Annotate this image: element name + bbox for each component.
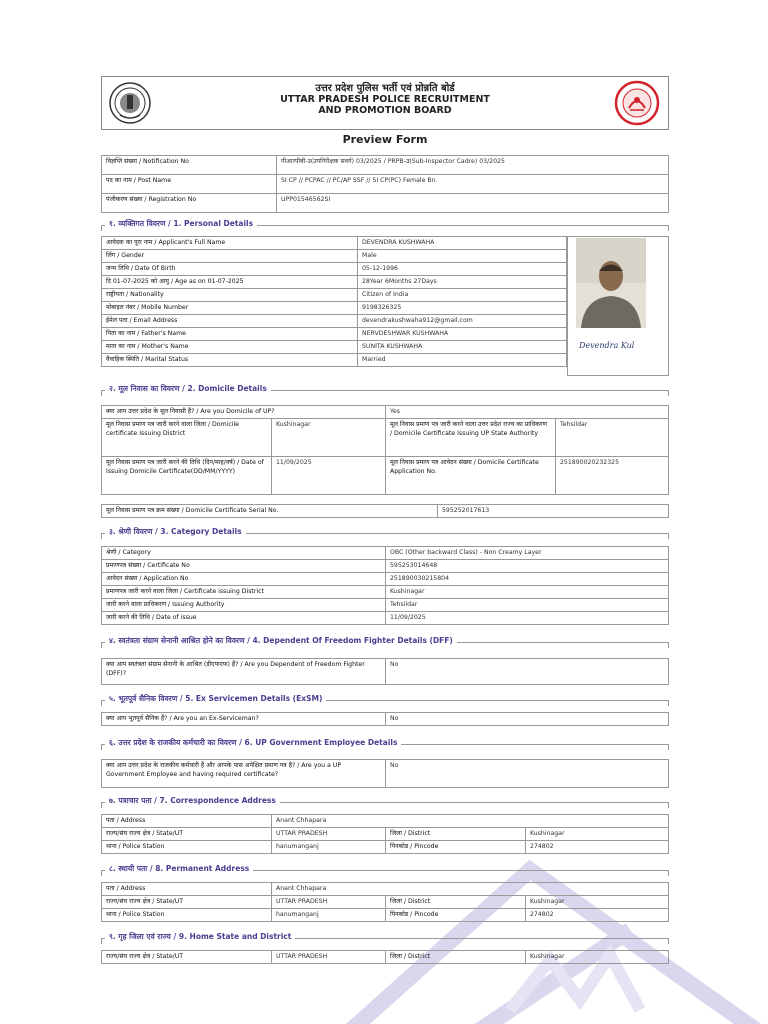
domicile-authority-value: Tehsildar — [556, 419, 669, 457]
corr-address-label: पता / Address — [102, 815, 272, 828]
applicant-signature — [576, 332, 646, 356]
corr-state-value: UTTAR PRADESH — [272, 828, 386, 841]
registration-no-value: UPP01546562SI — [277, 194, 669, 213]
corr-district-value: Kushinagar — [526, 828, 669, 841]
signature-text: Devendra Kul — [579, 341, 635, 350]
mother-name-label: माता का नाम / Mother's Name — [102, 341, 358, 354]
age-value: 28Year 6Months 27Days — [358, 276, 567, 289]
perm-state-value: UTTAR PRADESH — [272, 896, 386, 909]
perm-police-value: hanumanganj — [272, 909, 386, 922]
corr-pin-label: पिनकोड / Pincode — [386, 841, 526, 854]
section-up-govt-employee — [101, 736, 669, 752]
marital-status-label: वैवाहिक स्थिति / Marital Status — [102, 354, 358, 367]
section-title: ८. स्थायी पता / 8. Permanent Address — [105, 864, 253, 874]
permanent-table — [101, 882, 669, 922]
email-label: ईमेल पता / Email Address — [102, 315, 358, 328]
section-exsm-details — [101, 692, 669, 708]
section-correspondence-address — [101, 794, 669, 810]
dff-value: No — [386, 659, 669, 685]
mother-name-value: SUNITA KUSHWAHA — [358, 341, 567, 354]
section-title: ७. पत्राचार पता / 7. Correspondence Address — [105, 796, 280, 806]
notification-no-label: विज्ञप्ति संख्या / Notification No — [102, 156, 277, 175]
corr-address-value: Anant Chhapara — [272, 815, 669, 828]
personal-details-table — [101, 236, 567, 367]
section-dff-details — [101, 634, 669, 650]
corr-district-label: जिला / District — [386, 828, 526, 841]
age-label: दि 01-07-2025 को आयु / Age as on 01-07-2025 — [102, 276, 358, 289]
applicant-name-label: आवेदक का पूरा नाम / Applicant's Full Name — [102, 237, 358, 250]
perm-address-label: पता / Address — [102, 883, 272, 896]
category-table — [101, 546, 669, 625]
header-title-english-line1: UTTAR PRADESH POLICE RECRUITMENT — [280, 94, 490, 105]
perm-state-label: राज्य/संघ राज्य क्षेत्र / State/UT — [102, 896, 272, 909]
section-personal-details — [101, 217, 669, 233]
home-state-table — [101, 950, 669, 964]
corr-pin-value: 274802 — [526, 841, 669, 854]
corr-police-label: थाना / Police Station — [102, 841, 272, 854]
perm-police-label: थाना / Police Station — [102, 909, 272, 922]
table-row — [102, 175, 669, 194]
registration-no-label: पंजीकरण संख्या / Registration No — [102, 194, 277, 213]
certificate-district-value: Kushinagar — [386, 586, 669, 599]
domicile-serial-label: मूल निवास प्रमाण पत्र क्रम संख्या / Domicile Certificate Serial No. — [102, 505, 438, 518]
post-name-label: पद का नाम / Post Name — [102, 175, 277, 194]
domicile-date-label: मूल निवास प्रमाण पत्र जारी करने की तिथि (दिन/माह/वर्ष) / Date of Issuing Domicile Certificate(DD/MM/YYYY) — [102, 457, 272, 495]
section-title: ५. भूतपूर्व सैनिक विवरण / 5. Ex Servicemen Details (ExSM) — [105, 694, 326, 704]
home-district-value: Kushinagar — [526, 951, 669, 964]
section-title: २. मूल निवास का विवरण / 2. Domicile Details — [105, 384, 271, 394]
domicile-appno-value: 251890020232325 — [556, 457, 669, 495]
dob-label: जन्म तिथि / Date Of Birth — [102, 263, 358, 276]
application-no-label: आवेदन संख्या / Application No — [102, 573, 386, 586]
notification-no-value: पीआरपीबी-उ(उपनिरीक्षक सवर्ग) 03/2025 / PRPB-उ(Sub-Inspector Cadre) 03/2025 — [277, 156, 669, 175]
marital-status-value: Married — [358, 354, 567, 367]
domicile-question-value: Yes — [386, 406, 669, 419]
home-state-value: UTTAR PRADESH — [272, 951, 386, 964]
page-title: Preview Form — [342, 133, 428, 146]
up-govt-value: No — [386, 760, 669, 788]
mobile-value: 9198326325 — [358, 302, 567, 315]
date-of-issue-label: जारी करने की तिथि / Date of issue — [102, 612, 386, 625]
domicile-authority-label: मूल निवास प्रमाण पत्र जारी करने वाला उत्तर प्रदेश राज्य का प्राधिकरण / Domicile Certificate Issuing UP State Authority — [386, 419, 556, 457]
section-domicile-details — [101, 382, 669, 398]
exsm-table — [101, 712, 669, 726]
father-name-value: NERVDESHWAR KUSHWAHA — [358, 328, 567, 341]
up-state-emblem-icon — [614, 80, 660, 126]
table-row — [102, 194, 669, 213]
issuing-authority-label: जारी करने वाला प्राधिकरण / Issuing Authority — [102, 599, 386, 612]
section-title: १. व्यक्तिगत विवरण / 1. Personal Details — [105, 219, 257, 229]
up-police-emblem-icon — [108, 81, 152, 125]
perm-district-label: जिला / District — [386, 896, 526, 909]
header-title-hindi: उत्तर प्रदेश पुलिस भर्ती एवं प्रोन्नति बोर्ड — [315, 83, 455, 94]
gender-value: Male — [358, 250, 567, 263]
gender-label: लिंग / Gender — [102, 250, 358, 263]
section-permanent-address — [101, 862, 669, 878]
dff-label: क्या आप स्वतंत्रता संग्राम सेनानी के आश्रित (डीएफएफ) हैं? / Are you Dependent of Freedom Fighter (DFF)? — [102, 659, 386, 685]
registration-table — [101, 155, 669, 213]
date-of-issue-value: 11/09/2025 — [386, 612, 669, 625]
domicile-district-value: Kushinagar — [272, 419, 386, 457]
certificate-no-value: 595253014648 — [386, 560, 669, 573]
category-value: OBC (Other backward Class) - Non Creamy Layer — [386, 547, 669, 560]
home-district-label: जिला / District — [386, 951, 526, 964]
category-label: श्रेणी / Category — [102, 547, 386, 560]
up-govt-label: क्या आप उत्तर प्रदेश के राजकीय कर्मचारी हैं और आपके पास अपेक्षित प्रमाण पत्र है? / Are you a UP Government Employee and having required certificate? — [102, 760, 386, 788]
certificate-district-label: प्रमाणपत्र जारी करने वाला जिला / Certificate issuing District — [102, 586, 386, 599]
domicile-serial-value: 595252017613 — [438, 505, 669, 518]
exsm-label: क्या आप भूतपूर्व सैनिक हैं? / Are you an Ex-Serviceman? — [102, 713, 386, 726]
nationality-label: राष्ट्रीयता / Nationality — [102, 289, 358, 302]
dff-table — [101, 658, 669, 685]
perm-district-value: Kushinagar — [526, 896, 669, 909]
nationality-value: Citizen of India — [358, 289, 567, 302]
dob-value: 05-12-1996 — [358, 263, 567, 276]
section-home-state — [101, 930, 669, 946]
table-row — [102, 156, 669, 175]
applicant-name-value: DEVENDRA KUSHWAHA — [358, 237, 567, 250]
domicile-district-label: मूल निवास प्रमाण पत्र जारी करने वाला जिला / Domicile certificate Issuing District — [102, 419, 272, 457]
issuing-authority-value: Tehsildar — [386, 599, 669, 612]
section-title: ६. उत्तर प्रदेश के राजकीय कर्मचारी का विवरण / 6. UP Government Employee Details — [105, 738, 401, 748]
domicile-question-label: क्या आप उत्तर प्रदेश के मूल निवासी हैं? / Are you Domicile of UP? — [102, 406, 386, 419]
home-state-label: राज्य/संघ राज्य क्षेत्र / State/UT — [102, 951, 272, 964]
domicile-serial-table — [101, 504, 669, 518]
section-title: ९. गृह जिला एवं राज्य / 9. Home State and District — [105, 932, 295, 942]
perm-pin-label: पिनकोड / Pincode — [386, 909, 526, 922]
up-govt-table — [101, 759, 669, 788]
perm-address-value: Anant Chhapara — [272, 883, 669, 896]
header-title-english-line2: AND PROMOTION BOARD — [318, 105, 452, 116]
father-name-label: पिता का नाम / Father's Name — [102, 328, 358, 341]
domicile-appno-label: मूल निवास प्रमाण पत्र आवेदन संख्या / Domicile Certificate Application No. — [386, 457, 556, 495]
domicile-date-value: 11/09/2025 — [272, 457, 386, 495]
section-category-details — [101, 525, 669, 541]
form-header — [101, 76, 669, 130]
applicant-photo — [576, 238, 646, 328]
corr-state-label: राज्य/संघ राज्य क्षेत्र / State/UT — [102, 828, 272, 841]
certificate-no-label: प्रमाणपत्र संख्या / Certificate No — [102, 560, 386, 573]
exsm-value: No — [386, 713, 669, 726]
perm-pin-value: 274802 — [526, 909, 669, 922]
section-title: ४. स्वतंत्रता संग्राम सेनानी आश्रित होने का विवरण / 4. Dependent Of Freedom Fighter Details (DFF) — [105, 636, 457, 646]
domicile-table — [101, 405, 669, 495]
post-name-value: SI CP // PCPAC // PC/AP SSF // SI CP(PC) Female Bn. — [277, 175, 669, 194]
section-title: ३. श्रेणी विवरण / 3. Category Details — [105, 527, 246, 537]
email-value: devendrakushwaha912@gmail.com — [358, 315, 567, 328]
corr-police-value: hanumanganj — [272, 841, 386, 854]
correspondence-table — [101, 814, 669, 854]
application-no-value: 251890030215804 — [386, 573, 669, 586]
mobile-label: मोबाइल नंबर / Mobile Number — [102, 302, 358, 315]
